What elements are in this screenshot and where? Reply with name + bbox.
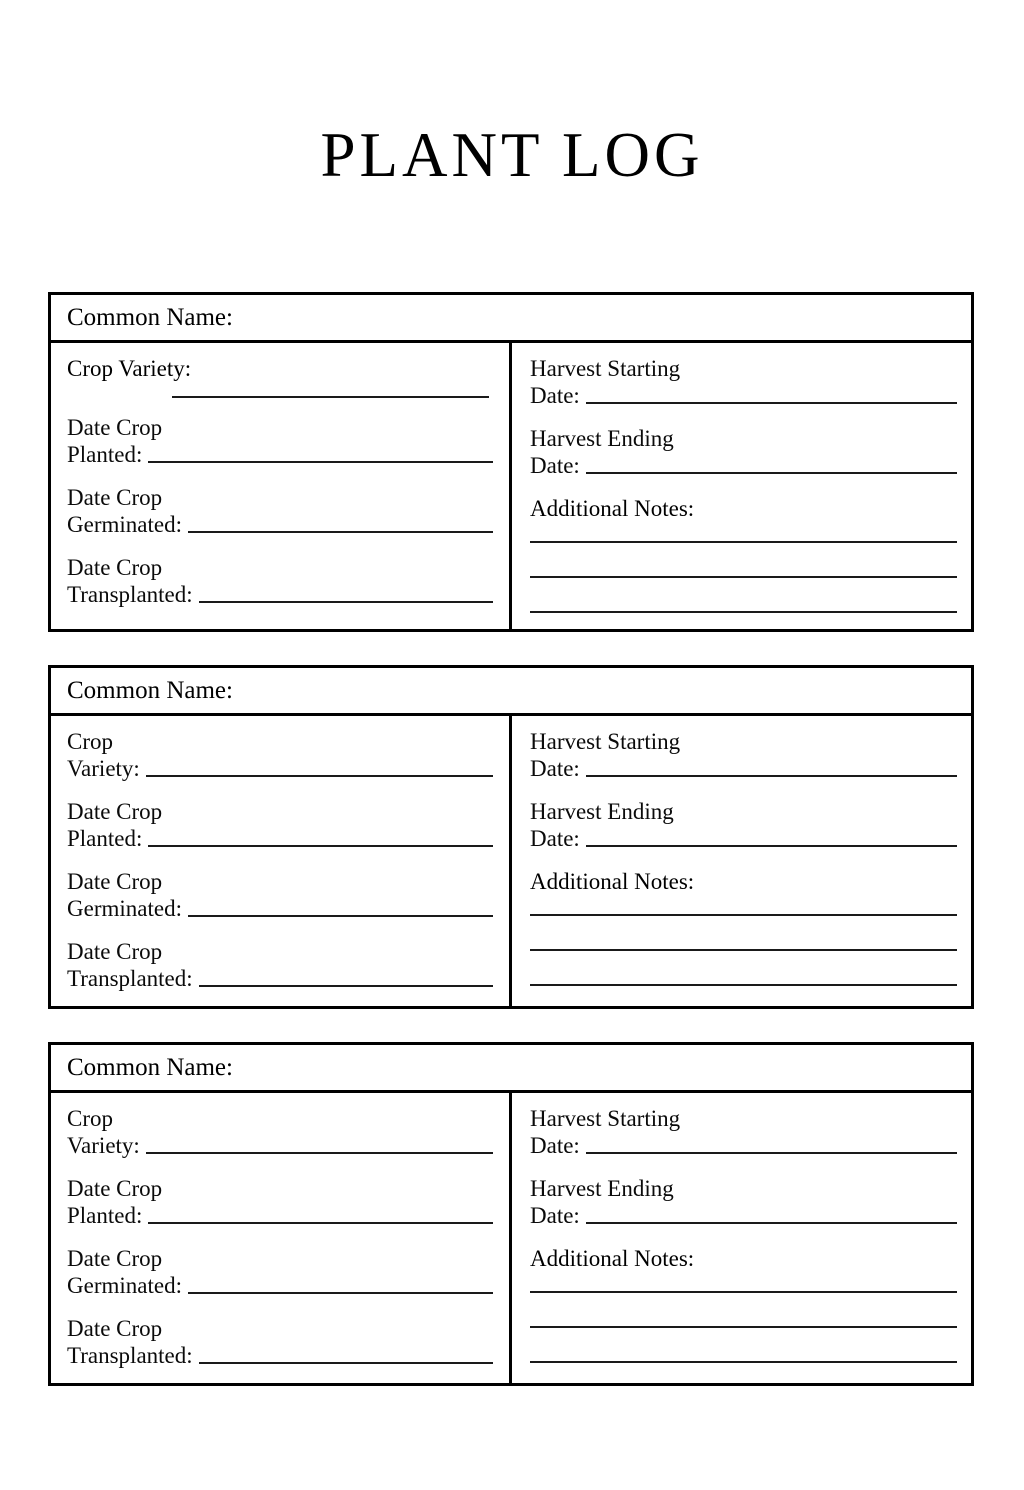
field-date-planted [67,1175,493,1229]
harvest-start-label-line2: Date: [530,1133,580,1159]
crop-variety-label-line2: Variety: [67,1133,140,1159]
crop-variety-input-line[interactable] [146,1152,493,1154]
harvest-start-input-line[interactable] [586,402,957,404]
date-planted-input-line[interactable] [148,845,493,847]
additional-notes-label: Additional Notes: [530,1246,695,1272]
field-harvest-end [530,1175,957,1229]
field-date-germinated [67,1245,493,1299]
common-name-header [51,295,971,343]
notes-input-line[interactable] [530,1361,957,1363]
harvest-details-column [512,716,971,1006]
date-planted-label-line1: Date Crop [67,1176,163,1202]
crop-variety-label-line1: Crop [67,1106,113,1132]
field-date-planted [67,798,493,852]
date-planted-label-line1: Date Crop [67,799,163,825]
field-crop-variety [67,728,493,782]
harvest-details-column [512,1093,971,1383]
crop-variety-label: Crop Variety: [67,356,192,382]
harvest-end-input-line[interactable] [586,1222,957,1224]
harvest-end-input-line[interactable] [586,472,957,474]
harvest-start-input-line[interactable] [586,1152,957,1154]
crop-variety-label-line1: Crop [67,729,113,755]
notes-input-line[interactable] [530,541,957,543]
date-planted-label-line2: Planted: [67,442,143,468]
field-date-transplanted [67,1315,493,1369]
harvest-start-label-line2: Date: [530,383,580,409]
harvest-start-label-line1: Harvest Starting [530,1106,681,1132]
field-date-germinated [67,484,493,538]
notes-input-line[interactable] [530,914,957,916]
harvest-end-label-line1: Harvest Ending [530,799,674,825]
additional-notes-label: Additional Notes: [530,496,695,522]
date-transplanted-input-line[interactable] [199,985,493,987]
common-name-label: Common Name: [67,1054,233,1082]
field-crop-variety [67,1105,493,1159]
common-name-label: Common Name: [67,304,233,332]
notes-input-line[interactable] [530,576,957,578]
date-planted-label-line2: Planted: [67,826,143,852]
date-planted-label-line2: Planted: [67,1203,143,1229]
field-additional-notes [530,868,957,986]
harvest-start-input-line[interactable] [586,775,957,777]
plant-log-page [0,42,1024,1490]
crop-variety-label-line2: Variety: [67,756,140,782]
date-germinated-label-line2: Germinated: [67,1273,182,1299]
harvest-end-input-line[interactable] [586,845,957,847]
planting-details-column [51,1093,512,1383]
notes-input-line[interactable] [530,984,957,986]
date-transplanted-label-line1: Date Crop [67,1316,163,1342]
field-harvest-start [530,355,957,409]
harvest-start-label-line2: Date: [530,756,580,782]
date-transplanted-input-line[interactable] [199,601,493,603]
harvest-end-label-line1: Harvest Ending [530,426,674,452]
field-date-germinated [67,868,493,922]
field-harvest-start [530,1105,957,1159]
date-transplanted-label-line2: Transplanted: [67,1343,193,1369]
date-planted-label-line1: Date Crop [67,415,163,441]
notes-input-line[interactable] [530,949,957,951]
crop-variety-input-line[interactable] [172,396,489,398]
common-name-header [51,668,971,716]
plant-entry-card [48,1042,974,1386]
harvest-end-label-line2: Date: [530,1203,580,1229]
date-transplanted-input-line[interactable] [199,1362,493,1364]
date-germinated-label-line1: Date Crop [67,869,163,895]
notes-input-line[interactable] [530,611,957,613]
common-name-label: Common Name: [67,677,233,705]
harvest-end-label-line2: Date: [530,826,580,852]
field-crop-variety [67,355,493,398]
harvest-end-label-line1: Harvest Ending [530,1176,674,1202]
date-planted-input-line[interactable] [148,1222,493,1224]
card-body [51,1093,971,1383]
common-name-header [51,1045,971,1093]
field-date-transplanted [67,554,493,608]
planting-details-column [51,716,512,1006]
field-additional-notes [530,1245,957,1363]
card-body [51,716,971,1006]
harvest-start-label-line1: Harvest Starting [530,729,681,755]
date-germinated-label-line2: Germinated: [67,896,182,922]
additional-notes-label: Additional Notes: [530,869,695,895]
field-date-planted [67,414,493,468]
date-transplanted-label-line2: Transplanted: [67,582,193,608]
date-germinated-input-line[interactable] [188,531,493,533]
field-harvest-end [530,425,957,479]
harvest-end-label-line2: Date: [530,453,580,479]
crop-variety-input-line[interactable] [146,775,493,777]
plant-entry-list [48,292,974,1386]
date-germinated-label-line1: Date Crop [67,485,163,511]
page-title: PLANT LOG [320,120,704,191]
date-planted-input-line[interactable] [148,461,493,463]
notes-input-line[interactable] [530,1326,957,1328]
notes-input-line[interactable] [530,1291,957,1293]
date-transplanted-label-line2: Transplanted: [67,966,193,992]
harvest-start-label-line1: Harvest Starting [530,356,681,382]
plant-entry-card [48,665,974,1009]
date-transplanted-label-line1: Date Crop [67,555,163,581]
plant-entry-card [48,292,974,632]
field-additional-notes [530,495,957,613]
date-transplanted-label-line1: Date Crop [67,939,163,965]
harvest-details-column [512,343,971,629]
planting-details-column [51,343,512,629]
field-harvest-start [530,728,957,782]
field-date-transplanted [67,938,493,992]
field-harvest-end [530,798,957,852]
card-body [51,343,971,629]
date-germinated-label-line2: Germinated: [67,512,182,538]
date-germinated-input-line[interactable] [188,1292,493,1294]
date-germinated-input-line[interactable] [188,915,493,917]
date-germinated-label-line1: Date Crop [67,1246,163,1272]
